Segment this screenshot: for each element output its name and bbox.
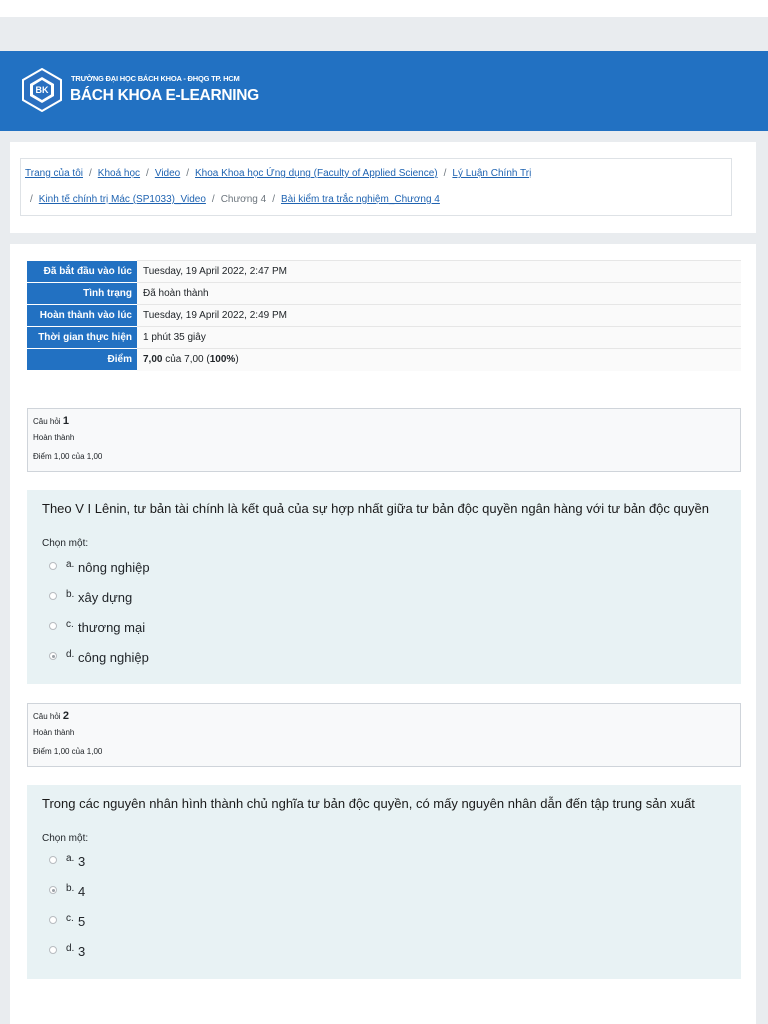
summary-label: Thời gian thực hiện — [27, 327, 137, 349]
summary-value — [137, 349, 741, 371]
option-letter: d. — [66, 943, 75, 954]
breadcrumb-separator: / — [146, 168, 149, 179]
breadcrumb-row-2 — [30, 194, 440, 205]
option-text[interactable]: 4 — [78, 884, 86, 899]
question-number — [33, 415, 69, 427]
summary-row-completed — [27, 305, 741, 327]
question-label: Câu hỏi — [33, 417, 61, 426]
grade-percent: 100% — [209, 354, 236, 365]
radio-button[interactable] — [49, 622, 57, 630]
summary-value: Tuesday, 19 April 2022, 2:47 PM — [137, 261, 741, 283]
breadcrumb-separator: / — [30, 194, 33, 205]
question-info-1 — [27, 408, 741, 472]
grey-band — [0, 17, 768, 51]
site-header — [0, 51, 768, 131]
grade-mid: của 7,00 ( — [165, 354, 210, 365]
option-text[interactable]: 5 — [78, 914, 86, 929]
breadcrumb — [20, 158, 732, 216]
option-text[interactable]: xây dựng — [78, 590, 133, 605]
option-letter: d. — [66, 649, 75, 660]
option-letter: c. — [66, 619, 74, 630]
breadcrumb-video[interactable]: Video — [154, 168, 181, 179]
radio-button-selected[interactable] — [49, 652, 57, 660]
option-letter: b. — [66, 589, 75, 600]
breadcrumb-separator: / — [186, 168, 190, 179]
question-label: Câu hỏi — [33, 712, 61, 721]
radio-button[interactable] — [49, 562, 57, 570]
choose-one-label: Chọn một: — [42, 538, 89, 549]
summary-label: Đã bắt đầu vào lúc — [27, 261, 137, 283]
breadcrumb-separator: / — [211, 194, 215, 205]
top-strip — [0, 0, 768, 17]
breadcrumb-separator: / — [443, 168, 447, 179]
logo-text: BK — [35, 85, 49, 95]
question-state: Hoàn thành — [33, 728, 75, 737]
radio-button[interactable] — [49, 946, 57, 954]
breadcrumb-politics[interactable]: Lý Luận Chính Trị — [452, 168, 532, 179]
question-content-1 — [27, 490, 741, 684]
option-text[interactable]: nông nghiệp — [78, 560, 150, 575]
question-text: Trong các nguyên nhân hình thành chủ nghĩa tư bản độc quyền, có mấy nguyên nhân dẫn đến tập trung sản xuất — [42, 796, 695, 811]
question-num-value: 2 — [62, 710, 69, 722]
grade-score: 7,00 — [143, 354, 163, 365]
radio-button[interactable] — [49, 856, 57, 864]
breadcrumb-faculty[interactable]: Khoa Khoa học Ứng dụng (Faculty of Applied Science) — [195, 168, 438, 179]
option-text[interactable]: công nghiệp — [78, 650, 149, 665]
summary-label: Điểm — [27, 349, 137, 371]
breadcrumb-chapter: Chương 4 — [220, 194, 267, 205]
brand-subtitle: TRƯỜNG ĐẠI HỌC BÁCH KHOA - ĐHQG TP. HCM — [71, 74, 240, 83]
breadcrumb-my-home[interactable]: Trang của tôi — [25, 168, 83, 179]
summary-label: Hoàn thành vào lúc — [27, 305, 137, 327]
summary-row-time — [27, 327, 741, 349]
option-text[interactable]: 3 — [78, 944, 86, 959]
option-letter: c. — [66, 913, 74, 924]
grade-end: ) — [235, 354, 239, 365]
option-letter: b. — [66, 883, 75, 894]
breadcrumb-course[interactable]: Kinh tế chính trị Mác (SP1033)_Video — [38, 194, 206, 205]
question-text: Theo V I Lênin, tư bản tài chính là kết quả của sự hợp nhất giữa tư bản độc quyền ngân hàng với tư bản độc quyền — [42, 501, 709, 516]
summary-row-grade — [27, 349, 741, 371]
option-letter: a. — [66, 853, 75, 864]
question-mark: Điểm 1,00 của 1,00 — [33, 452, 103, 461]
summary-row-started — [27, 261, 741, 283]
question-state: Hoàn thành — [33, 433, 75, 442]
breadcrumb-quiz[interactable]: Bài kiểm tra trắc nghiệm_Chương 4 — [280, 194, 440, 205]
question-info-2 — [27, 703, 741, 767]
question-number — [33, 710, 69, 722]
radio-button-selected[interactable] — [49, 886, 57, 894]
summary-value: Đã hoàn thành — [137, 283, 741, 305]
choose-one-label: Chọn một: — [42, 833, 89, 844]
summary-value: Tuesday, 19 April 2022, 2:49 PM — [137, 305, 741, 327]
bk-logo-icon[interactable] — [20, 68, 64, 112]
radio-button[interactable] — [49, 916, 57, 924]
breadcrumb-separator: / — [89, 168, 92, 179]
option-text[interactable]: thương mại — [78, 620, 146, 635]
breadcrumb-courses[interactable]: Khoá học — [97, 168, 141, 179]
breadcrumb-separator: / — [272, 194, 275, 205]
breadcrumb-row-1 — [25, 168, 531, 179]
question-mark: Điểm 1,00 của 1,00 — [33, 747, 103, 756]
option-text[interactable]: 3 — [78, 854, 86, 869]
option-letter: a. — [66, 559, 75, 570]
attempt-summary-table — [27, 260, 741, 371]
radio-button[interactable] — [49, 592, 57, 600]
summary-row-state — [27, 283, 741, 305]
summary-label: Tình trạng — [27, 283, 137, 305]
question-num-value: 1 — [62, 415, 69, 427]
brand-title[interactable]: BÁCH KHOA E-LEARNING — [70, 87, 259, 104]
summary-value: 1 phút 35 giây — [137, 327, 741, 349]
question-content-2 — [27, 785, 741, 979]
